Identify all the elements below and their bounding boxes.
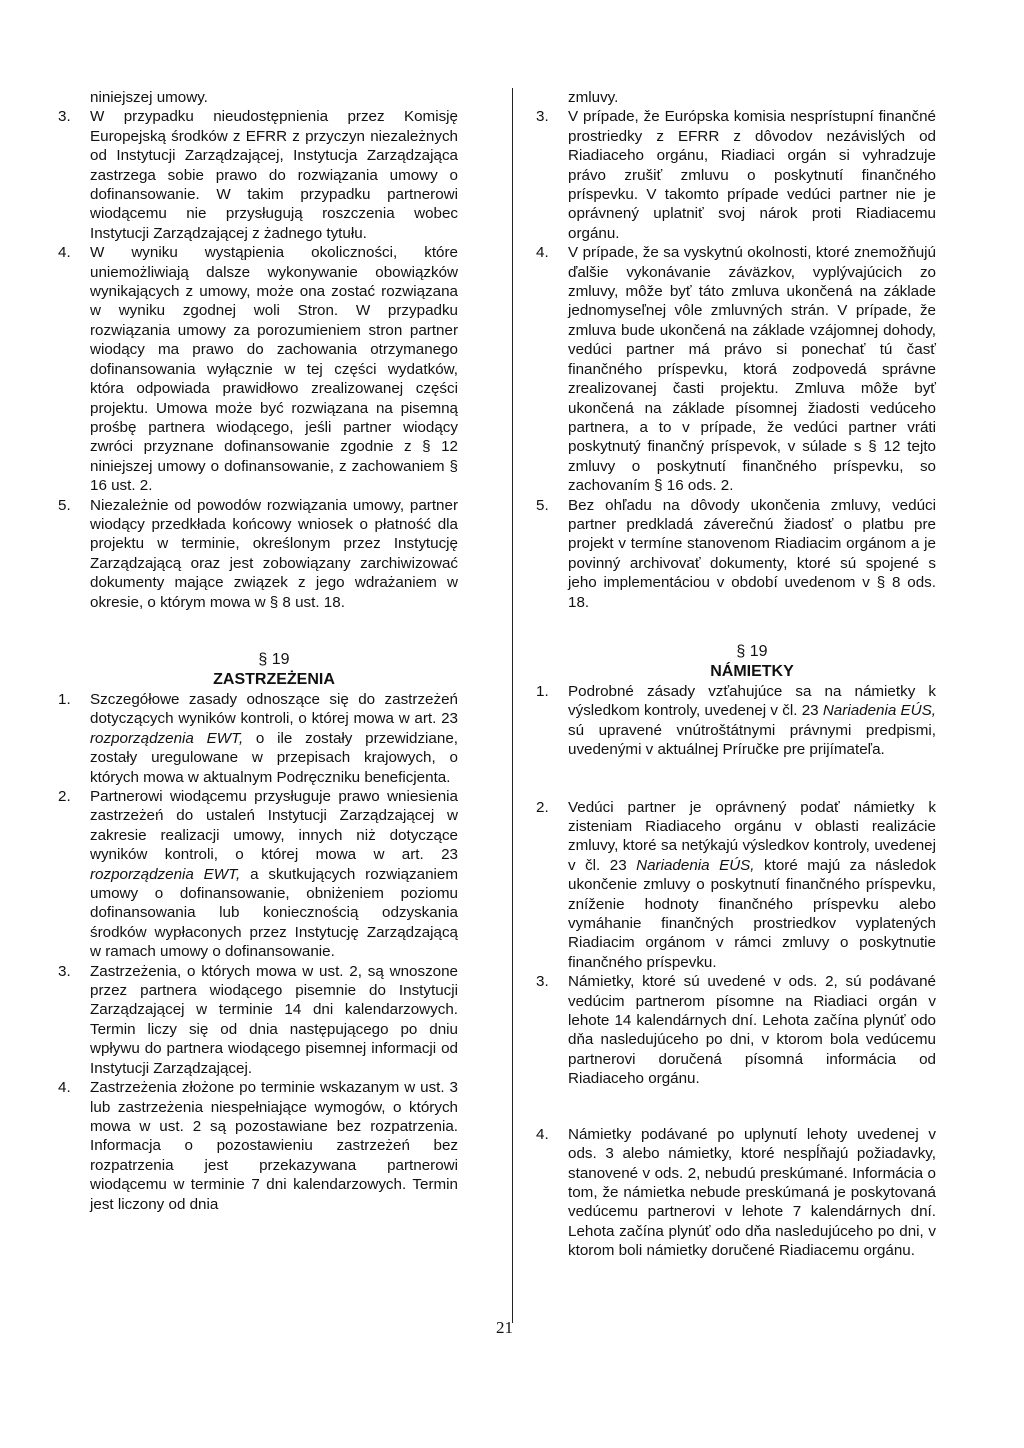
text-part: Vedúci partner je oprávnený podať námietky k zisteniam Riadiaceho orgánu v oblasti realizácie zmluvy, ktoré sa netýkajú výsledkov kontroly, uvedenej v čl. 23: [568, 798, 936, 874]
clause-3: [58, 107, 458, 243]
section-heading: [58, 650, 458, 690]
clause-3: [536, 107, 936, 243]
clause-text: [568, 798, 936, 973]
text-part: ktoré majú za následok ukončenie zmluvy o poskytnutí finančného príspevku, zníženie hodnoty finančného príspevku alebo vymáhanie finančných prostriedkov vyplatených Riadiacim orgánom v rámci zmluvy o poskytnutie finančného príspevku.: [568, 856, 936, 971]
clause-text: [90, 690, 458, 787]
clause-text: W przypadku nieudostępnienia przez Komisję Europejską środków z EFRR z przyczyn niezależnych od Instytucji Zarządzającej, Instytucja Zarządzająca zastrzega sobie prawo do rozwiązania umowy o dofinansowanie. W takim przypadku partnerowi wiodącemu nie przysługują roszczenia wobec Instytucji Zarządzającej z żadnego tytułu.: [90, 108, 458, 242]
clause-text: [568, 682, 936, 760]
objection-2: [58, 787, 458, 962]
slovak-column: [536, 88, 936, 1261]
clause-4: [58, 243, 458, 495]
clause-text: V prípade, že Európska komisia nesprístupní finančné prostriedky z EFRR z dôvodov nezávislých od Riadiaceho orgánu, Riadiaci orgán si vyhradzuje právo zrušiť zmluvu o poskytnutí finančného príspevku. V takomto prípade vedúci partner nie je oprávnený uplatniť svoj nárok proti Riadiacemu orgánu.: [568, 108, 936, 242]
text-part: Partnerowi wiodącemu przysługuje prawo wniesienia zastrzeżeń do ustaleń Instytucji Zarządzającej w zakresie realizacji umowy, innych niż dotyczące wyników kontroli, o której mowa w art. 23: [90, 788, 458, 864]
italic-reference: Nariadenia EÚS,: [822, 702, 936, 720]
italic-reference: rozporządzenia EWT,: [90, 865, 241, 883]
clause-text: Námietky podávané po uplynutí lehoty uvedenej v ods. 3 alebo námietky, ktoré nespĺňajú požiadavky, stanovené v ods. 2, nebudú preskúmané. Informácia o tom, že námietka nebude preskúmaná je poskytovaná vedúcemu partnerovi v lehote 7 kalendárnych dní. Lehota začína plynúť odo dňa nasledujúceho po dni, v ktorom boli námietky doručené Riadiacemu orgánu.: [568, 1125, 936, 1260]
clause-number: 2.: [536, 798, 549, 816]
clause-number: 3.: [58, 108, 71, 126]
intro-text: zmluvy.: [568, 89, 619, 106]
objection-1: [536, 682, 936, 760]
clause-number: 2.: [58, 788, 71, 805]
clause-text: Bez ohľadu na dôvody ukončenia zmluvy, vedúci partner predkladá záverečnú žiadosť o platbu pre projekt v termíne stanovenom Riadiacim orgánom a je povinný archivovať dokumenty, ktoré sú spojené s jeho implementáciou v období uvedenom v § 8 ods. 18.: [568, 496, 936, 611]
clause-number: 3.: [536, 973, 549, 991]
clause-number: 3.: [58, 962, 71, 980]
objection-3: [536, 972, 936, 1088]
clause-text: V prípade, že sa vyskytnú okolnosti, ktoré znemožňujú ďalšie vykonávanie záväzkov, vyplývajúcich zo zmluvy, môže byť táto zmluva ukončená na základe jednomyseľnej vôle zmluvných strán. V prípade, že zmluva bude ukončená na základe vzájomnej dohody, vedúci partner má právo si ponechať tú časť finančného príspevku, ktorá zodpovedá správne zrealizovanej časti projektu. Zmluva môže byť ukončená na základe písomnej žiadosti vedúceho partnera, a to v prípade, že vedúci partner vráti poskytnutý finančný príspevok, v súlade s § 12 tejto zmluvy o poskytnutí finančného príspevku, so zachovaním § 16 ods. 2.: [568, 244, 936, 495]
clause-number: 1.: [536, 682, 549, 700]
clause-number: 3.: [536, 108, 549, 126]
clause-number: 1.: [58, 690, 71, 708]
clause-text: W wyniku wystąpienia okoliczności, które uniemożliwiają dalsze wykonywanie obowiązków wynikających z umowy, może ona zostać rozwiązana w wyniku zgodnej woli Stron. W przypadku rozwiązania umowy za porozumieniem stron partner wiodący ma prawo do zachowania otrzymanego dofinansowania wyłącznie w tej części wydatków, która odpowiada prawidłowo zrealizowanej części projektu. Umowa może być rozwiązana na pisemną prośbę partnera wiodącego, jeśli partner wiodący zwróci przyznane dofinansowanie zgodnie z § 12 niniejszej umowy o dofinansowanie, z zachowaniem § 16 ust. 2.: [90, 244, 458, 495]
italic-reference: Nariadenia EÚS,: [636, 856, 755, 874]
section-title: ZASTRZEŻENIA: [213, 670, 335, 688]
objection-4: [536, 1125, 936, 1261]
clause-text: Niezależnie od powodów rozwiązania umowy, partner wiodący przedkłada końcowy wniosek o płatność dla projektu w terminie, określonym przez Instytucję Zarządzającą oraz jest zobowiązany zarchiwizować dokumenty mające związek z jego wdrażaniem w okresie, o którym mowa w § 8 ust. 18.: [90, 496, 458, 611]
objection-3: [58, 962, 458, 1078]
section-number: § 19: [736, 642, 768, 660]
text-part: o ile zostały przewidziane, zostały uregulowane w przepisach krajowych, o których mowa w aktualnym Podręczniku beneficjenta.: [90, 729, 458, 786]
clause-text: Zastrzeżenia złożone po terminie wskazanym w ust. 3 lub zastrzeżenia niespełniające wymogów, o których mowa w ust. 2 są pozostawiane bez rozpatrzenia. Informacja o pozostawieniu zastrzeżeń bez rozpatrzenia jest przekazywana partnerowi wiodącemu w terminie 7 dni kalendarzowych. Termin jest liczony od dnia: [90, 1079, 458, 1213]
clause-5: [536, 496, 936, 612]
section-title: NÁMIETKY: [710, 662, 794, 680]
clause-4: [536, 243, 936, 495]
text-part: Szczegółowe zasady odnoszące się do zastrzeżeń dotyczących wyników kontroli, o której mowa w art. 23: [90, 690, 458, 728]
objection-1: [58, 690, 458, 787]
objection-2: [536, 798, 936, 973]
page-number: 21: [496, 1318, 513, 1337]
clause-text: [90, 787, 458, 962]
column-divider: [512, 88, 513, 1323]
clause-number: 5.: [58, 496, 71, 514]
clause-5: [58, 496, 458, 612]
clause-text: Zastrzeżenia, o których mowa w ust. 2, są wnoszone przez partnera wiodącego pisemnie do Instytucji Zarządzającej w terminie 14 dni kalendarzowych. Termin liczy się od dnia następującego po dniu wpływu do partnera wiodącego pisemnej informacji od Instytucji Zarządzającej.: [90, 962, 458, 1077]
clause-number: 4.: [536, 1125, 549, 1143]
clause-number: 4.: [536, 244, 549, 262]
objection-4: [58, 1078, 458, 1214]
text-part: a skutkujących rozwiązaniem umowy o dofinansowanie, obniżeniem poziomu dofinansowania lub koniecznością odzyskania środków wypłaconych przez Instytucję Zarządzającą w ramach umowy o dofinansowanie.: [90, 865, 458, 961]
italic-reference: rozporządzenia EWT,: [90, 729, 244, 747]
clause-number: 4.: [58, 1079, 71, 1097]
clause-text: Námietky, ktoré sú uvedené v ods. 2, sú podávané vedúcim partnerom písomne na Riadiaci orgán v lehote 14 kalendárnych dní. Lehota začína plynúť odo dňa nasledujúceho po dni, v ktorom bola vedúcemu partnerovi doručená písomná informácia od Riadiaceho orgánu.: [568, 973, 936, 1088]
section-number: § 19: [258, 650, 290, 668]
polish-column: [58, 88, 458, 1214]
clause-number: 4.: [58, 244, 71, 262]
section-heading: [536, 642, 936, 682]
clause-number: 5.: [536, 496, 549, 514]
text-part: Podrobné zásady vzťahujúce sa na námietky k výsledkom kontroly, uvedenej v čl. 23: [568, 682, 936, 720]
intro-text: niniejszej umowy.: [90, 89, 208, 106]
text-part: sú upravené vnútroštátnymi právnymi predpismi, uvedenými v aktuálnej Príručke pre prijímateľa.: [568, 721, 936, 759]
